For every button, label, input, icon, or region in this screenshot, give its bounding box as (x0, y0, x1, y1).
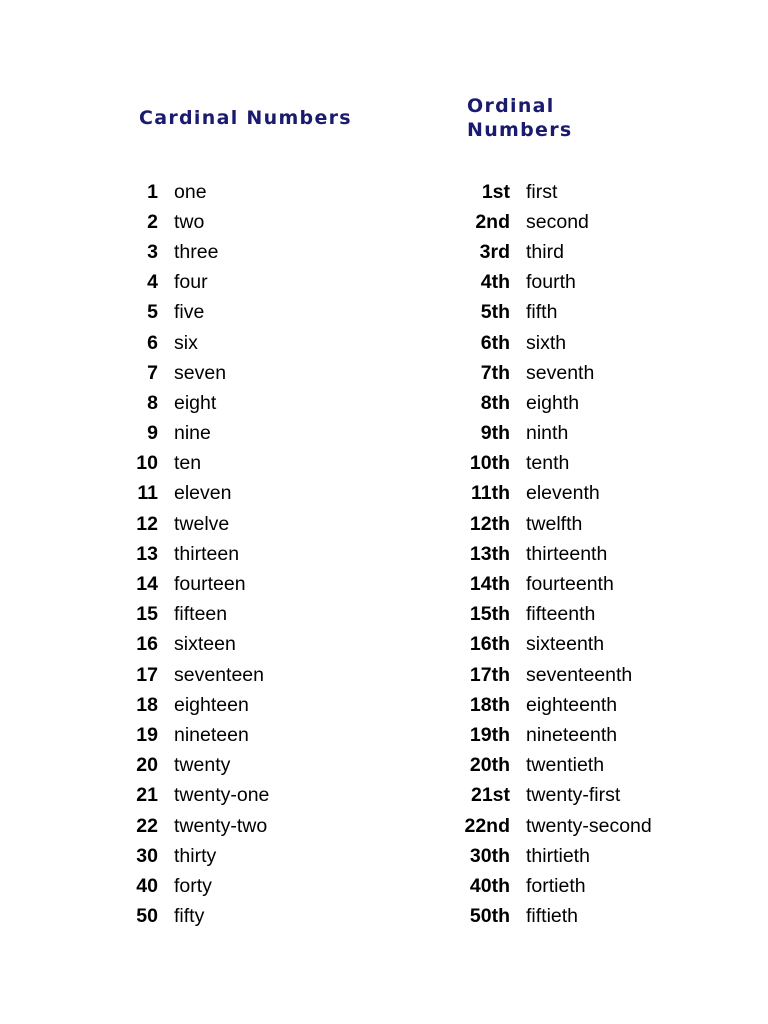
ordinal-number: 12th (469, 512, 510, 535)
ordinal-list-item (430, 569, 652, 599)
cardinal-list-item (110, 177, 269, 207)
cardinal-list-item (110, 479, 269, 509)
ordinal-word: ninth (526, 422, 569, 445)
ordinal-list-item (430, 600, 652, 630)
cardinal-list-item (110, 419, 269, 449)
cardinal-number: 9 (147, 422, 158, 445)
ordinal-word: tenth (526, 452, 570, 475)
cardinal-number: 50 (136, 905, 158, 928)
cardinal-list-item (110, 660, 269, 690)
ordinal-number: 2nd (475, 210, 510, 233)
cardinal-number: 7 (147, 361, 158, 384)
cardinal-list-item (110, 207, 269, 237)
cardinal-list-item (110, 449, 269, 479)
ordinal-list-item (430, 207, 652, 237)
ordinal-word: second (526, 210, 589, 233)
cardinal-number: 40 (136, 874, 158, 897)
cardinal-number: 3 (147, 240, 158, 263)
ordinal-list-item (430, 177, 652, 207)
ordinal-number: 8th (480, 391, 510, 414)
cardinal-word: five (174, 301, 205, 324)
cardinal-number: 13 (136, 542, 158, 565)
cardinal-list-item (110, 328, 269, 358)
ordinal-word: third (526, 240, 564, 263)
ordinal-word: twenty-second (526, 814, 652, 837)
ordinal-word: sixth (526, 331, 567, 354)
ordinal-list-item (430, 298, 652, 328)
cardinal-number: 12 (136, 512, 158, 535)
ordinal-heading-line2: Numbers (467, 119, 573, 141)
ordinal-word: eleventh (526, 482, 600, 505)
ordinal-word: fifth (526, 301, 558, 324)
cardinal-list-item (110, 268, 269, 298)
ordinal-number: 4th (480, 271, 510, 294)
ordinal-word: seventh (526, 361, 595, 384)
ordinal-number: 22nd (464, 814, 510, 837)
ordinal-list-item (430, 388, 652, 418)
cardinal-list-item (110, 388, 269, 418)
ordinal-number: 9th (480, 422, 510, 445)
ordinal-word: nineteenth (526, 723, 618, 746)
ordinal-list-item (430, 237, 652, 267)
cardinal-number: 8 (147, 391, 158, 414)
cardinal-word: twenty-two (174, 814, 268, 837)
ordinal-word: fortieth (526, 874, 586, 897)
cardinal-word: thirteen (174, 542, 240, 565)
cardinal-number: 11 (137, 482, 158, 505)
ordinal-number: 6th (480, 331, 510, 354)
cardinal-word: seventeen (174, 663, 264, 686)
cardinal-word: nine (174, 422, 211, 445)
ordinal-number: 13th (469, 542, 510, 565)
cardinal-list-item (110, 902, 269, 932)
cardinal-number: 18 (136, 693, 158, 716)
cardinal-list-item (110, 871, 269, 901)
ordinal-heading-line1: Ordinal (467, 95, 555, 117)
cardinal-word: nineteen (174, 723, 249, 746)
cardinal-list-item (110, 358, 269, 388)
cardinal-word: one (174, 180, 207, 203)
cardinal-word: twelve (174, 512, 230, 535)
cardinal-number: 5 (147, 301, 158, 324)
ordinal-word: seventeenth (526, 663, 633, 686)
ordinal-list-item (430, 509, 652, 539)
ordinal-word: twentieth (526, 754, 605, 777)
cardinal-number: 1 (147, 180, 158, 203)
cardinal-list-item (110, 751, 269, 781)
cardinal-list-item (110, 509, 269, 539)
ordinal-number: 3rd (479, 240, 510, 263)
ordinal-word: eighteenth (526, 693, 618, 716)
ordinal-number: 18th (469, 693, 510, 716)
cardinal-number: 2 (147, 210, 158, 233)
ordinal-list-item (430, 539, 652, 569)
ordinal-number: 20th (469, 754, 510, 777)
cardinal-list-item (110, 569, 269, 599)
cardinal-list-item (110, 298, 269, 328)
ordinal-list-item (430, 720, 652, 750)
ordinal-list-item (430, 630, 652, 660)
ordinal-number: 5th (480, 301, 510, 324)
ordinal-number: 16th (469, 633, 510, 656)
ordinal-number: 14th (469, 573, 510, 596)
ordinal-list (430, 177, 652, 932)
cardinal-list-item (110, 781, 269, 811)
ordinal-list-item (430, 690, 652, 720)
ordinal-number: 50th (469, 905, 510, 928)
ordinal-number: 11th (470, 482, 510, 505)
ordinal-list-item (430, 871, 652, 901)
ordinal-number: 7th (480, 361, 510, 384)
cardinal-number: 30 (136, 844, 158, 867)
ordinal-word: twelfth (526, 512, 583, 535)
cardinal-word: fifty (174, 905, 205, 928)
cardinal-list-item (110, 720, 269, 750)
cardinal-word: ten (174, 452, 202, 475)
ordinal-list-item (430, 328, 652, 358)
ordinal-word: sixteenth (526, 633, 605, 656)
cardinal-word: eighteen (174, 693, 249, 716)
cardinal-list-item (110, 600, 269, 630)
ordinal-word: eighth (526, 391, 580, 414)
cardinal-number: 4 (147, 271, 158, 294)
cardinal-number: 19 (136, 723, 158, 746)
cardinal-number: 20 (136, 754, 158, 777)
ordinal-number: 19th (469, 723, 510, 746)
cardinal-list-item (110, 841, 269, 871)
cardinal-word: four (174, 271, 208, 294)
cardinal-word: seven (174, 361, 227, 384)
cardinal-number: 21 (136, 784, 158, 807)
ordinal-number: 1st (481, 180, 510, 203)
ordinal-list-item (430, 841, 652, 871)
ordinal-list-item (430, 479, 652, 509)
ordinal-list-item (430, 660, 652, 690)
ordinal-list-item (430, 781, 652, 811)
ordinal-word: thirtieth (526, 844, 590, 867)
ordinal-list-item (430, 811, 652, 841)
cardinal-number: 16 (136, 633, 158, 656)
ordinal-number: 10th (469, 452, 510, 475)
ordinal-number: 30th (469, 844, 510, 867)
ordinal-list-item (430, 902, 652, 932)
cardinal-number: 14 (136, 573, 158, 596)
cardinal-word: three (174, 240, 219, 263)
cardinal-number: 10 (136, 452, 158, 475)
cardinal-list (110, 177, 269, 932)
cardinal-word: eight (174, 391, 217, 414)
ordinal-word: first (526, 180, 558, 203)
ordinal-number: 15th (469, 603, 510, 626)
cardinal-word: forty (174, 874, 212, 897)
cardinal-word: twenty (174, 754, 231, 777)
ordinal-word: twenty-first (526, 784, 621, 807)
cardinal-number: 15 (136, 603, 158, 626)
cardinal-number: 22 (136, 814, 158, 837)
ordinal-list-item (430, 268, 652, 298)
ordinal-list-item (430, 358, 652, 388)
cardinal-word: sixteen (174, 633, 236, 656)
cardinal-word: thirty (174, 844, 217, 867)
cardinal-list-item (110, 539, 269, 569)
cardinal-word: fourteen (174, 573, 246, 596)
ordinal-list-item (430, 449, 652, 479)
cardinal-word: eleven (174, 482, 232, 505)
ordinal-word: fiftieth (526, 905, 579, 928)
ordinal-word: fourteenth (526, 573, 614, 596)
cardinal-list-item (110, 690, 269, 720)
cardinal-word: fifteen (174, 603, 228, 626)
cardinal-word: two (174, 210, 205, 233)
ordinal-number: 17th (469, 663, 510, 686)
cardinal-list-item (110, 811, 269, 841)
cardinal-list-item (110, 237, 269, 267)
ordinal-list-item (430, 419, 652, 449)
cardinal-number: 6 (147, 331, 158, 354)
ordinal-number: 21st (470, 784, 510, 807)
cardinal-heading: Cardinal Numbers (139, 107, 352, 129)
cardinal-word: twenty-one (174, 784, 270, 807)
ordinal-number: 40th (469, 874, 510, 897)
ordinal-heading (467, 94, 597, 142)
cardinal-number: 17 (136, 663, 158, 686)
ordinal-word: fifteenth (526, 603, 596, 626)
ordinal-list-item (430, 751, 652, 781)
cardinal-word: six (174, 331, 198, 354)
ordinal-word: fourth (526, 271, 576, 294)
ordinal-word: thirteenth (526, 542, 608, 565)
cardinal-list-item (110, 630, 269, 660)
